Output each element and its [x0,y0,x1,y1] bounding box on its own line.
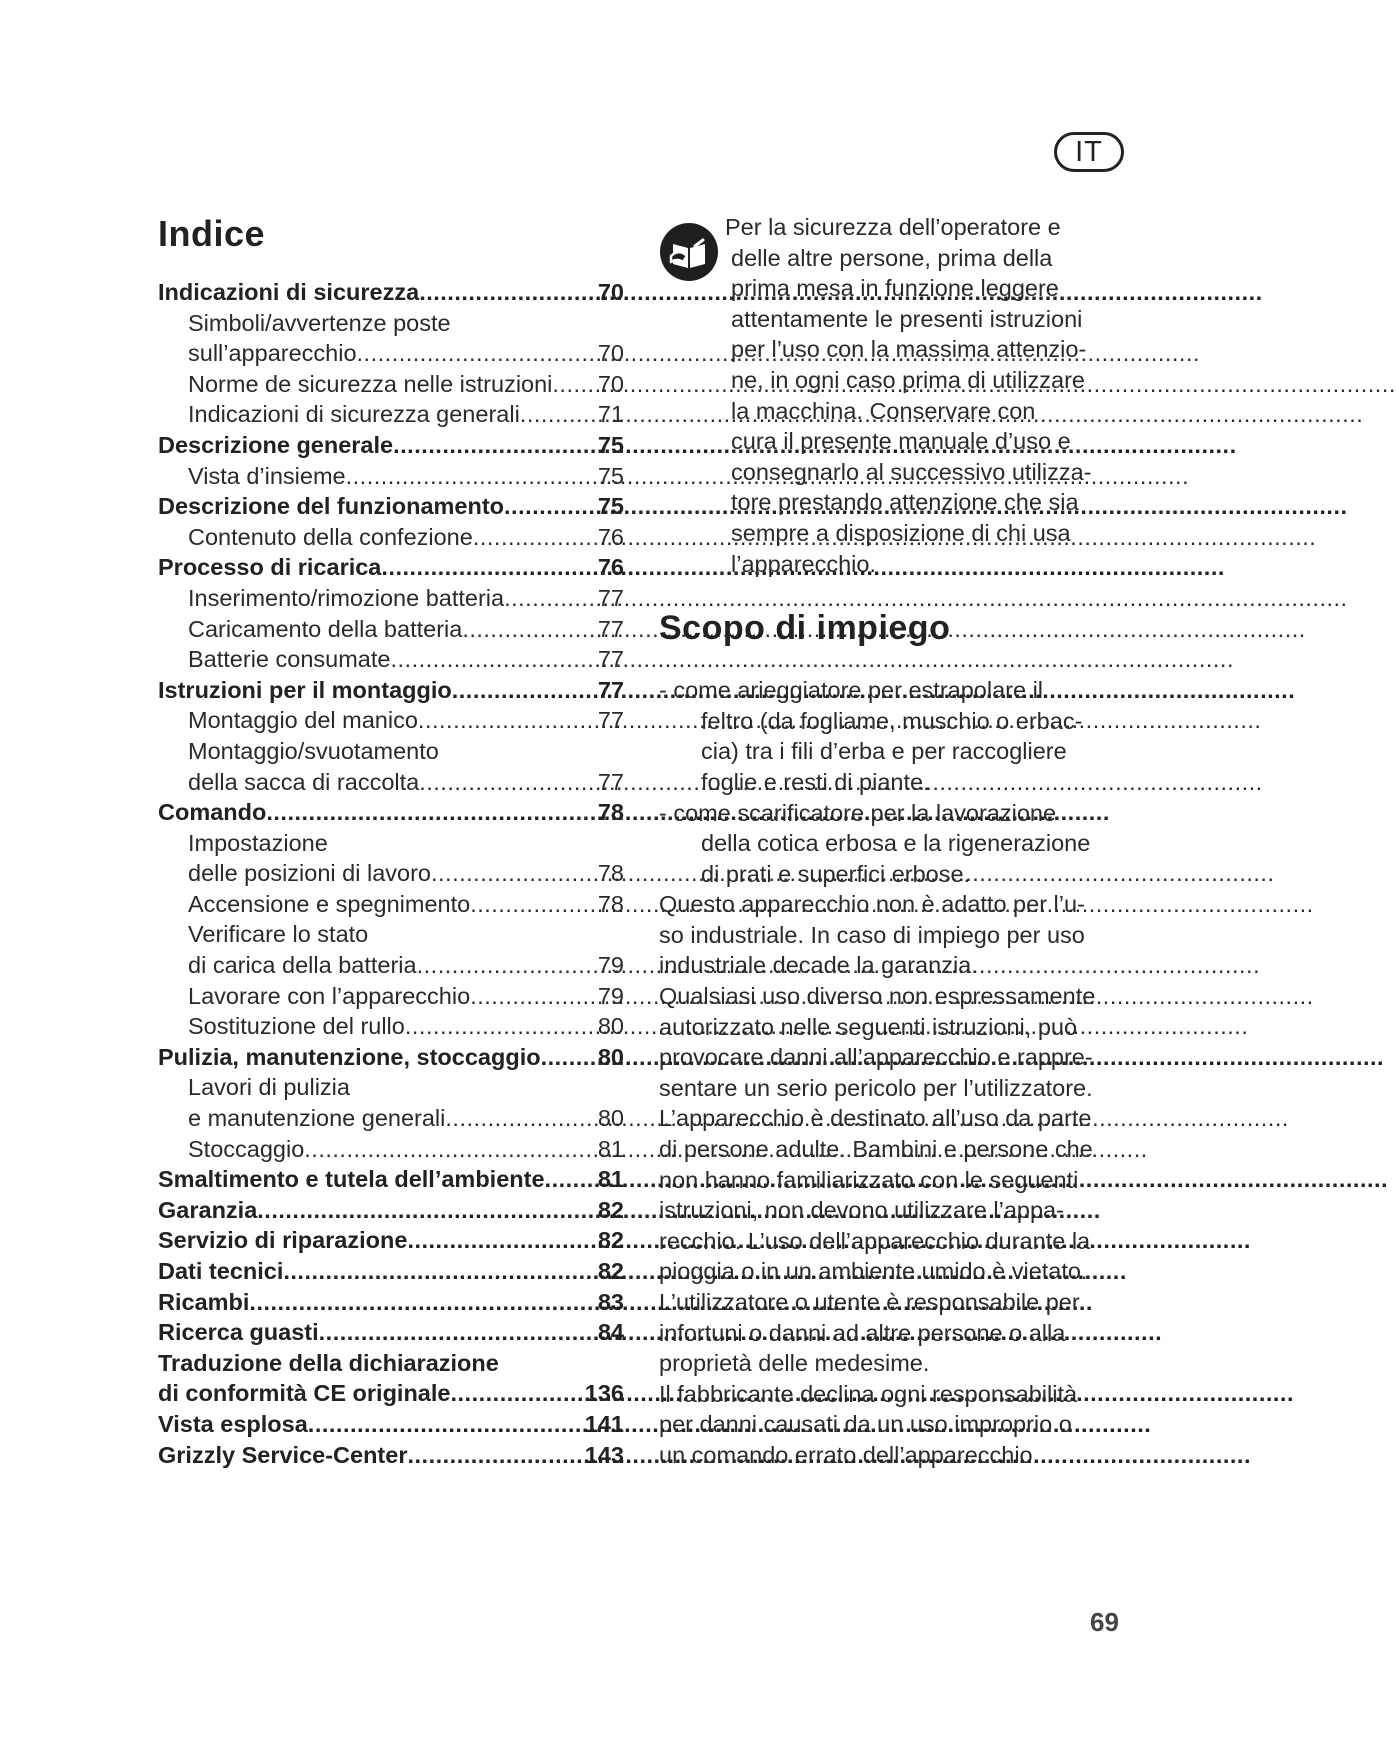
toc-entry-label: delle posizioni di lavoro [188,860,431,887]
safety-intro-line: per l’uso con la massima attenzio- [731,336,1087,363]
safety-intro [659,212,1129,579]
safety-intro-line: l’apparecchio. [731,550,877,577]
toc-dot-leader [257,1195,598,1226]
toc-entry-label: Batterie consumate [188,646,391,673]
toc-entry-label: Servizio di riparazione [158,1227,408,1254]
toc-entry-label: Simboli/avvertenze poste [188,309,451,336]
scope-paragraph-line: recchio. L’uso dell’apparecchio durante la [659,1227,1091,1254]
toc-dot-leader [520,399,598,430]
toc-entry-page: 82 [597,1196,624,1223]
safety-intro-line: consegnarlo al successivo utilizza- [731,458,1092,485]
toc-entry-page: 71 [597,401,624,428]
safety-intro-line: cura il presente manuale d’uso e [731,428,1071,455]
toc-dot-leader [418,705,598,736]
toc-entry-label: Descrizione generale [158,431,394,458]
toc-entry [158,1409,624,1440]
toc-entry [158,797,624,828]
toc-dot-leader [381,552,597,583]
toc-entry-page: 81 [597,1166,624,1193]
scope-paragraph-line: di persone adulte. Bambini e persone che [659,1136,1093,1163]
toc-entry-label: Dati tecnici [158,1258,284,1284]
toc-dot-leader [266,797,598,828]
toc-entry-label: Processo di ricarica [158,554,382,581]
toc-entry [158,950,624,981]
toc-entry [158,491,624,522]
language-code: IT [1075,135,1103,168]
toc-entry [158,767,624,798]
toc-entry-page: 143 [584,1441,624,1468]
toc-entry-label: Verificare lo stato [188,921,369,948]
toc-dot-leader [504,491,598,522]
toc-entry-label: Montaggio del manico [188,707,418,734]
toc-dot-leader [346,461,598,492]
scope-paragraph-line: infortuni o danni ad altre persone o alla [659,1319,1066,1346]
toc-entry [158,1195,624,1226]
toc-entry-page: 78 [597,860,624,887]
toc-dot-leader [552,369,597,400]
scope-paragraph-line: provocare danni all’apparecchio e rappre- [659,1044,1093,1071]
toc-entry-page: 82 [597,1227,624,1254]
toc-entry-label: Caricamento della batteria [188,615,463,642]
toc-entry [158,1042,624,1073]
safety-intro-line: delle altre persone, prima della [731,244,1053,271]
toc-entry-label: Vista esplosa [158,1410,308,1437]
toc-dot-leader [452,675,598,706]
toc-entry-page: 79 [597,982,624,1009]
toc-entry-label: Montaggio/svuotamento [188,737,439,764]
toc-entry-label: Lavorare con l’apparecchio [188,982,471,1009]
toc-entry-page: 81 [597,1135,624,1162]
toc-entry-page: 75 [597,462,624,489]
toc-entry-label: Garanzia [158,1196,258,1223]
toc-dot-leader [419,767,598,798]
toc-dot-leader [545,1164,598,1195]
toc-dot-leader [283,1256,597,1287]
toc-entry-label: Smaltimento e tutela dell’ambiente [158,1166,545,1193]
toc-dot-leader [407,1225,597,1256]
toc-entry [158,338,624,369]
toc-entry-page: 78 [597,890,624,917]
toc-heading: Indice [158,213,266,254]
scope-paragraph-line: L’utilizzatore o utente è responsabile per [659,1289,1080,1315]
toc-dot-leader [417,950,598,981]
toc-entry-page: 75 [597,431,624,458]
toc-dot-leader [357,338,598,369]
safety-intro-line: attentamente le presenti istruzioni [731,305,1083,332]
toc-entry-page: 70 [597,340,624,367]
safety-intro-line: Per la sicurezza dell’operatore e [725,214,1061,240]
toc-entry [158,1164,624,1195]
toc-entry-page: 80 [597,1013,624,1040]
toc-entry-page: 77 [597,584,624,611]
toc-dot-leader [319,1317,598,1348]
toc-entry [158,675,624,706]
toc-entry [158,705,624,736]
toc-dot-leader [541,1042,598,1073]
scope-bullet-line: di prati e superfici erbose. [701,860,971,887]
toc-dot-leader [470,981,598,1012]
toc-dot-leader [407,1440,584,1471]
toc-entry [158,430,624,461]
toc-entry [158,981,624,1012]
toc-dot-leader [470,889,598,920]
page-number: 69 [1090,1607,1119,1637]
scope-paragraph-line: so industriale. In caso di impiego per uso [659,921,1085,948]
scope-heading: Scopo di impiego [659,608,951,647]
toc-entry-label: Contenuto della confezione [188,523,473,550]
toc-dot-leader [473,522,598,553]
scope-paragraph-line: per danni causati da un uso improprio o [659,1411,1072,1438]
toc-entry-page: 79 [597,952,624,979]
toc-entry [158,1103,624,1134]
toc-entry [158,1317,624,1348]
toc-entry-page: 84 [597,1319,624,1346]
language-badge [1054,132,1124,172]
toc-entry-page: 141 [584,1410,624,1437]
toc-entry-page: 136 [584,1380,624,1407]
toc-dot-leader [431,858,598,889]
scope-bullet-line: foglie e resti di piante. [701,768,930,795]
toc-entry [158,1134,624,1165]
toc-dot-leader [304,1134,598,1165]
toc-entry-label: Norme de sicurezza nelle istruzioni [188,370,553,397]
right-column [659,212,1129,1471]
scope-bullet-line: - come scarificatore per la lavorazione [659,799,1057,826]
scope-bullet-list [659,675,1129,889]
scope-bullet-line: cia) tra i fili d’erba e per raccogliere [701,738,1067,765]
toc-dot-leader [445,1103,597,1134]
scope-paragraph-line: istruzioni, non devono utilizzare l’appa- [659,1197,1064,1224]
toc-entry [158,399,624,430]
toc-entry-page: 78 [597,799,624,826]
toc-entry-page: 77 [597,768,624,795]
toc-entry [158,461,624,492]
toc-entry-page: 70 [597,279,624,305]
scope-bullet [659,798,1129,890]
toc-dot-leader [249,1287,597,1318]
toc-entry [158,889,624,920]
safety-intro-line: tore prestando attenzione che sia [731,489,1079,516]
toc-entry-page: 83 [597,1288,624,1315]
toc-entry-label: Comando [158,799,267,826]
safety-intro-line: prima mesa in funzione leggere [731,275,1059,302]
toc-entry-label: Descrizione del funzionamento [158,493,505,520]
toc-entry-label: della sacca di raccolta [188,768,420,795]
scope-paragraph [659,889,1129,1470]
safety-intro-line: ne, in ogni caso prima di utilizzare [731,366,1085,393]
toc-dot-leader [504,583,598,614]
toc-entry-label: Vista d’insieme [188,462,346,489]
toc-entry [158,1256,624,1287]
scope-bullet [659,675,1129,797]
scope-paragraph-line: industriale decade la garanzia. [659,952,978,979]
toc-entry-label: Traduzione della dichiarazione [158,1349,499,1376]
toc-entry-label: Indicazioni di sicurezza generali [188,401,520,428]
toc-dot-leader [405,1011,598,1042]
toc-entry-page: 82 [597,1258,624,1284]
toc-entry [158,522,624,553]
toc-entry [158,1440,624,1471]
toc-entry [158,1378,624,1409]
read-manual-icon [659,222,719,282]
scope-paragraph-line: L’apparecchio è destinato all’uso da parte [659,1105,1092,1132]
scope-bullet-line: della cotica erbosa e la rigenerazione [701,830,1091,857]
toc-entry-label: di conformità CE originale [158,1380,451,1407]
table-of-contents [158,205,624,1470]
toc-dot-leader [419,277,598,308]
safety-intro-line: sempre a disposizione di chi usa [731,519,1071,546]
toc-entry-label: Istruzioni per il montaggio [158,676,452,703]
toc-entry [158,1072,624,1103]
toc-entry [158,277,624,308]
scope-paragraph-line: Qualsiasi uso diverso non espressamente [659,983,1096,1010]
toc-entry-label: di carica della batteria [188,952,417,979]
toc-entry [158,1225,624,1256]
toc-entry [158,552,624,583]
toc-entry-label: Pulizia, manutenzione, stoccaggio [158,1043,541,1070]
toc-dot-leader [393,430,598,461]
toc-entry-label: Indicazioni di sicurezza [158,279,420,305]
toc-entry-page: 77 [597,676,624,703]
toc-entry-page: 76 [597,523,624,550]
toc-entry-page: 77 [597,646,624,673]
scope-paragraph-line: non hanno familiarizzato con le seguenti [659,1166,1079,1193]
toc-entry [158,1287,624,1318]
toc-entry-label: Stoccaggio [188,1135,305,1162]
scope-paragraph-line: pioggia o in un ambiente umido è vietato. [659,1258,1088,1285]
scope-bullet-line: - come arieggiatore per estrapolare il [659,677,1044,704]
safety-intro-line: la macchina. Conservare con [731,397,1036,424]
toc-dot-leader [450,1378,584,1409]
toc-entry [158,1348,624,1379]
scope-paragraph-line: sentare un serio pericolo per l’utilizzatore. [659,1074,1093,1101]
scope-paragraph-line: un comando errato dell’apparecchio. [659,1441,1040,1468]
toc-entry [158,736,624,767]
toc-entry [158,583,624,614]
toc-entry [158,614,624,645]
scope-bullet-line: feltro (da fogliame, muschio o erbac- [701,707,1083,734]
scope-paragraph-line: Questo apparecchio non è adatto per l’u- [659,891,1085,918]
toc-entry-label: Lavori di pulizia [188,1074,350,1101]
toc-dot-leader [308,1409,585,1440]
toc-entry [158,828,624,859]
toc-entry [158,644,624,675]
toc-entry-page: 80 [597,1043,624,1070]
scope-paragraph-line: autorizzato nelle seguenti istruzioni, può [659,1013,1078,1040]
toc-entry-label: Inserimento/rimozione batteria [188,584,505,611]
toc-entry [158,369,624,400]
toc-entry-label: Sostituzione del rullo [188,1013,405,1040]
toc-entry [158,308,624,339]
toc-entry-page: 77 [597,707,624,734]
toc-entry [158,919,624,950]
scope-paragraph-line: proprietà delle medesime. [659,1350,930,1377]
toc-entry-page: 77 [597,615,624,642]
toc-entry-label: sull’apparecchio [188,340,357,367]
toc-entry-label: Ricerca guasti [158,1319,319,1346]
toc-entry-label: Ricambi [158,1288,250,1315]
toc-entry-page: 76 [597,554,624,581]
toc-entry-page: 70 [597,370,624,397]
toc-entry-page: 80 [597,1105,624,1132]
toc-dot-leader [390,644,597,675]
toc-entry-label: Accensione e spegnimento [188,890,471,917]
toc-entry-label: e manutenzione generali [188,1105,446,1132]
toc-entry-page: 75 [597,493,624,520]
toc-entry-label: Grizzly Service-Center [158,1441,408,1468]
toc-list [158,277,624,1470]
toc-entry [158,858,624,889]
toc-dot-leader [462,614,598,645]
scope-paragraph-line: Il fabbricante declina ogni responsabilità [659,1380,1078,1407]
safety-intro-text [725,212,1129,579]
toc-entry-label: Impostazione [188,829,328,856]
toc-entry [158,1011,624,1042]
